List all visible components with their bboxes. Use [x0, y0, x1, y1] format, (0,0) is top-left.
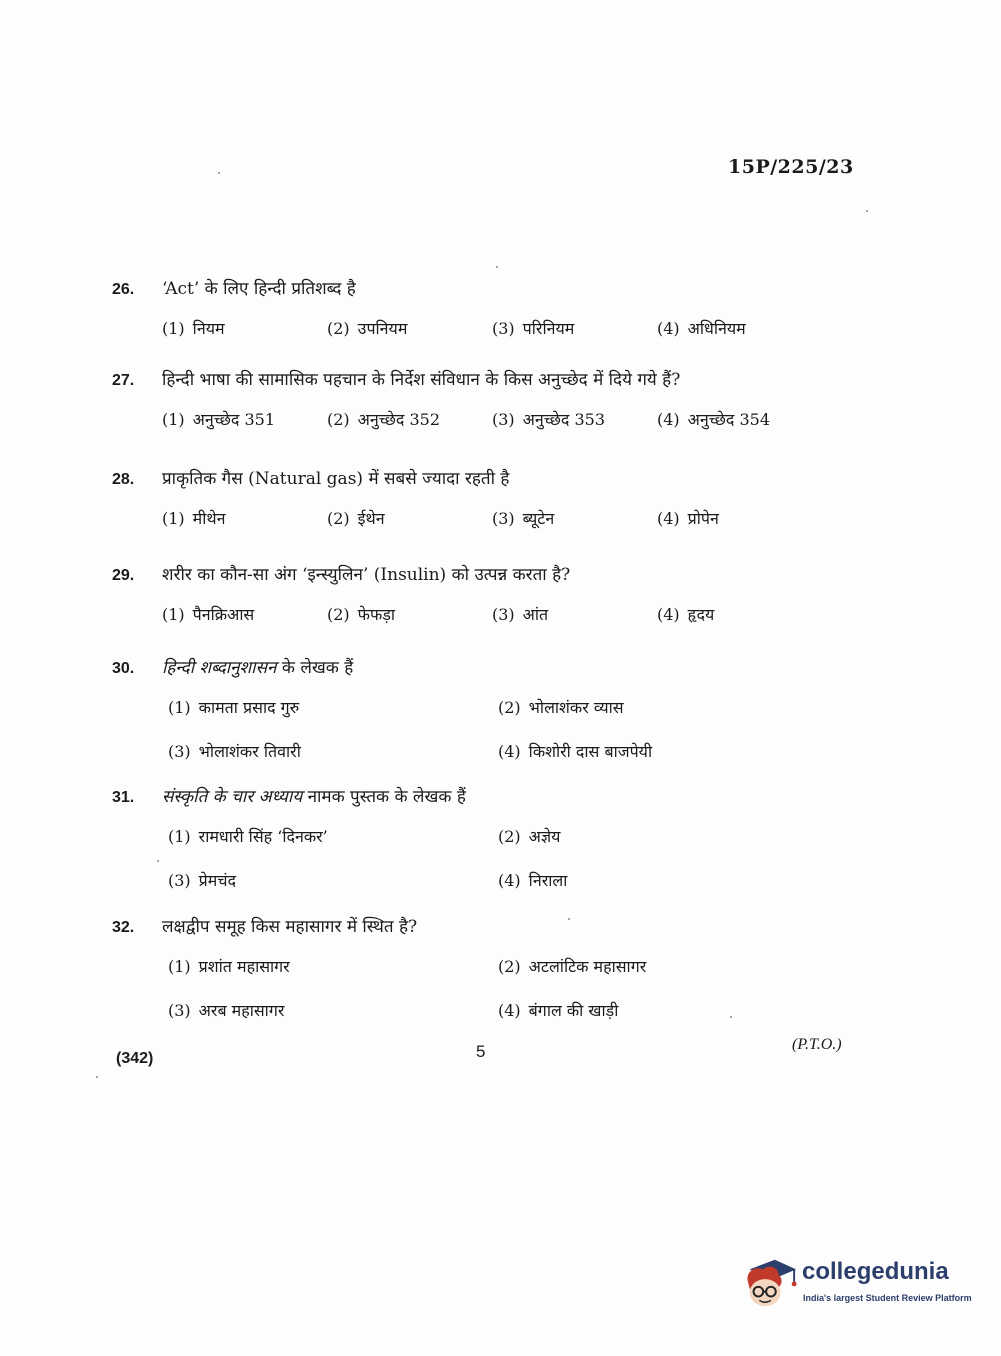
option-1: (1) मीथेन — [162, 509, 226, 528]
brand-tagline: India's largest Student Review Platform — [803, 1293, 972, 1303]
question-27 — [112, 367, 832, 430]
question-number: 32. — [112, 919, 135, 936]
scan-speck — [157, 860, 159, 862]
question-30 — [112, 655, 832, 762]
question-number: 30. — [112, 660, 135, 677]
scan-speck — [730, 1016, 732, 1018]
scan-speck — [866, 210, 868, 212]
question-text: लक्षद्वीप समूह किस महासागर में स्थित है? — [162, 917, 418, 937]
question-26 — [112, 276, 832, 339]
option-3: (3) अरब महासागर — [168, 1001, 285, 1020]
question-number: 26. — [112, 281, 135, 298]
option-3: (3) ब्यूटेन — [492, 509, 555, 528]
graduate-mascot-icon — [740, 1252, 798, 1310]
question-text: संस्कृति के चार अध्याय नामक पुस्तक के लेखक हैं — [162, 787, 466, 807]
option-2: (2) ईथेन — [327, 509, 385, 528]
question-31 — [112, 784, 832, 891]
footer-code: (342) — [116, 1050, 154, 1067]
option-4: (4) अधिनियम — [657, 319, 746, 338]
option-1: (1) प्रशांत महासागर — [168, 957, 290, 976]
option-3: (3) अनुच्छेद 353 — [492, 410, 606, 429]
question-number: 29. — [112, 567, 135, 584]
option-4: (4) हृदय — [657, 605, 715, 624]
option-4: (4) अनुच्छेद 354 — [657, 410, 771, 429]
option-1: (1) नियम — [162, 319, 225, 338]
question-32 — [112, 914, 832, 1021]
option-2: (2) उपनियम — [327, 319, 408, 338]
option-1: (1) पैनक्रिआस — [162, 605, 255, 624]
scan-speck — [496, 266, 498, 268]
option-4: (4) किशोरी दास बाजपेयी — [498, 742, 653, 761]
scan-speck — [218, 172, 220, 174]
option-2: (2) फेफड़ा — [327, 605, 396, 624]
question-29 — [112, 562, 832, 625]
question-number: 27. — [112, 372, 135, 389]
option-2: (2) अज्ञेय — [498, 827, 561, 846]
option-3: (3) प्रेमचंद — [168, 871, 236, 890]
paper-code: 15P/225/23 — [728, 156, 854, 178]
option-3: (3) परिनियम — [492, 319, 575, 338]
option-2: (2) भोलाशंकर व्यास — [498, 698, 624, 717]
question-text: ‘Act’ के लिए हिन्दी प्रतिशब्द है — [162, 279, 356, 299]
question-number: 31. — [112, 789, 135, 806]
question-28 — [112, 466, 832, 529]
option-1: (1) अनुच्छेद 351 — [162, 410, 276, 429]
question-text: हिन्दी भाषा की सामासिक पहचान के निर्देश संविधान के किस अनुच्छेद में दिये गये हैं? — [162, 370, 681, 390]
question-text: शरीर का कौन-सा अंग ‘इन्स्युलिन’ (Insulin) को उत्पन्न करता है? — [162, 565, 571, 585]
option-1: (1) रामधारी सिंह ‘दिनकर’ — [168, 827, 328, 846]
option-3: (3) आंत — [492, 605, 549, 624]
scan-speck — [96, 1076, 98, 1078]
pto-note: (P.T.O.) — [792, 1036, 842, 1053]
question-number: 28. — [112, 471, 135, 488]
scan-speck — [568, 918, 570, 920]
option-3: (3) भोलाशंकर तिवारी — [168, 742, 301, 761]
option-1: (1) कामता प्रसाद गुरु — [168, 698, 300, 717]
page-number: 5 — [476, 1042, 486, 1061]
question-text: प्राकृतिक गैस (Natural gas) में सबसे ज्यादा रहती है — [162, 469, 510, 489]
brand-watermark — [740, 1248, 980, 1318]
option-4: (4) निराला — [498, 871, 568, 890]
option-2: (2) अटलांटिक महासागर — [498, 957, 647, 976]
option-4: (4) प्रोपेन — [657, 509, 719, 528]
option-4: (4) बंगाल की खाड़ी — [498, 1001, 619, 1020]
question-text: हिन्दी शब्दानुशासन के लेखक हैं — [162, 658, 354, 678]
brand-name: collegedunia — [802, 1258, 949, 1285]
option-2: (2) अनुच्छेद 352 — [327, 410, 441, 429]
